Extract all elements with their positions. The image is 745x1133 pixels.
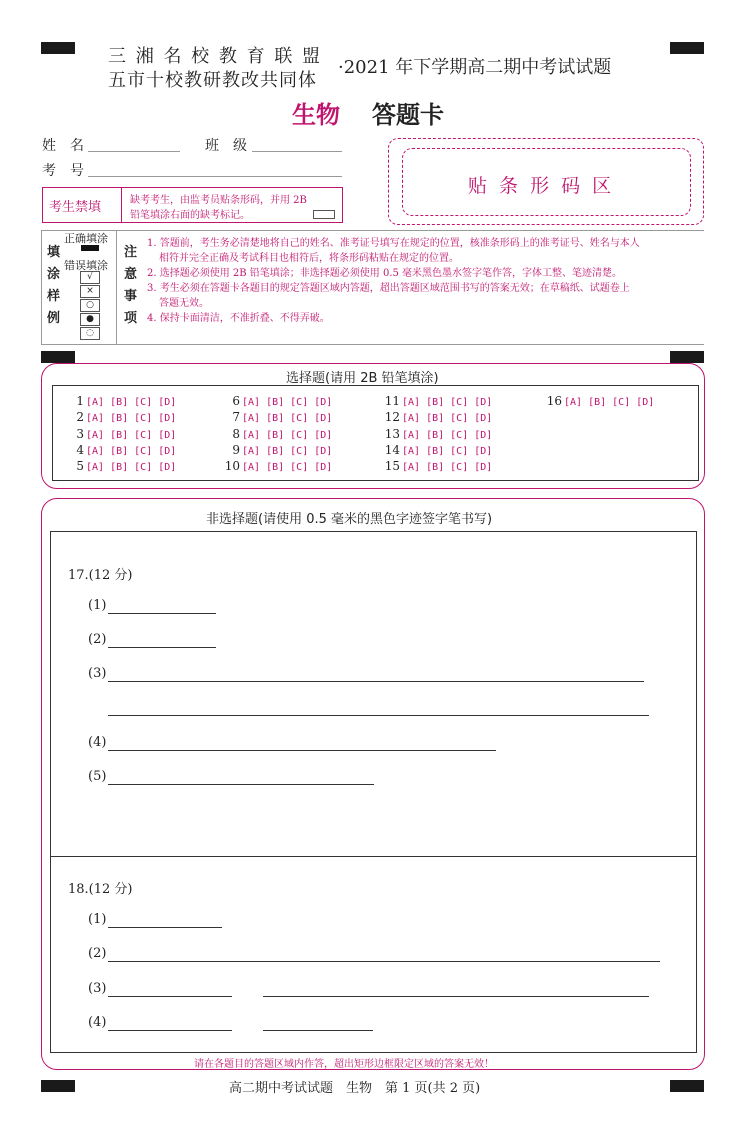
choice-options[interactable]: [A] [B] [C] [D]	[86, 445, 177, 457]
q18-answer-4b[interactable]	[263, 1030, 373, 1031]
absent-text-2: 铅笔填涂右面的缺考标记。	[130, 210, 250, 221]
choice-question-9[interactable]	[224, 443, 332, 457]
number-label: 考 号	[42, 163, 84, 179]
q17-sub2: (2)	[88, 632, 107, 647]
q18-answer-2[interactable]	[108, 961, 660, 962]
choice-question-number: 7	[232, 410, 240, 425]
choice-options[interactable]: [A] [B] [C] [D]	[86, 429, 177, 441]
choice-question-4[interactable]	[68, 443, 176, 457]
choice-options[interactable]: [A] [B] [C] [D]	[242, 429, 333, 441]
card-title: 答题卡	[372, 100, 444, 129]
warning-text: 请在各题目的答题区域内作答，超出矩形边框限定区域的答案无效！	[194, 1059, 494, 1070]
choice-question-number: 2	[76, 410, 84, 425]
answer-box	[50, 531, 697, 1053]
note-3: 3. 考生必须在答题卡各题目的规定答题区域内答题，超出答题区域范围书写的答案无效；在草稿纸、试题卷上	[147, 283, 630, 294]
choice-question-3[interactable]	[68, 427, 176, 441]
choice-options[interactable]: [A] [B] [C] [D]	[402, 413, 493, 425]
choice-options[interactable]: [A] [B] [C] [D]	[86, 397, 177, 408]
absent-box	[42, 187, 343, 223]
choice-options[interactable]: [A] [B] [C] [D]	[242, 413, 333, 425]
q17-sub1: (1)	[88, 598, 107, 613]
q18-answer-4a[interactable]	[108, 1030, 232, 1031]
position-mark-mid-right	[670, 351, 704, 363]
choice-question-15[interactable]	[384, 459, 492, 473]
choice-question-13[interactable]	[384, 427, 492, 441]
choice-options[interactable]: [A] [B] [C] [D]	[86, 462, 177, 474]
choice-question-number: 15	[384, 459, 400, 474]
absent-text-1: 缺考考生，由监考员贴条形码，并用 2B	[130, 195, 307, 206]
choice-options[interactable]: [A] [B] [C] [D]	[242, 445, 333, 457]
position-mark-top-right	[670, 42, 704, 54]
q18-sub4: (4)	[88, 1015, 107, 1030]
note-2: 2. 选择题必须使用 2B 铅笔填涂；非选择题必须使用 0.5 毫米黑色墨水签字笔作答，字体工整、笔迹清楚。	[147, 268, 623, 279]
choice-question-6[interactable]	[224, 394, 332, 408]
barcode-label: 贴 条 形 码 区	[468, 175, 615, 197]
choice-options[interactable]: [A] [B] [C] [D]	[86, 413, 177, 425]
q18-answer-1[interactable]	[108, 927, 222, 928]
note-4: 4. 保持卡面清洁，不准折叠、不得弄破。	[147, 313, 330, 324]
choice-question-10[interactable]	[224, 459, 332, 473]
q17-answer-5[interactable]	[108, 784, 374, 785]
q18-sub2: (2)	[88, 946, 107, 961]
notes-side-label: 注 意 事 项	[124, 245, 138, 326]
note-1b: 相符并完全正确及考试科目也相符后，将条形码粘贴在规定的位置。	[159, 253, 459, 264]
choice-options[interactable]: [A] [B] [C] [D]	[242, 462, 333, 474]
choice-question-number: 14	[384, 442, 400, 457]
q18-sub3: (3)	[88, 981, 107, 996]
footer-text: 高二期中考试试题 生物 第 1 页(共 2 页)	[229, 1081, 481, 1096]
choice-question-5[interactable]	[68, 459, 176, 473]
choice-question-1[interactable]	[68, 394, 176, 408]
q17-sub4: (4)	[88, 735, 107, 750]
choice-question-2[interactable]	[68, 410, 176, 424]
choice-options[interactable]: [A] [B] [C] [D]	[402, 397, 493, 408]
q18-answer-3b[interactable]	[263, 996, 649, 997]
q17-sub5: (5)	[88, 769, 107, 784]
choice-question-14[interactable]	[384, 443, 492, 457]
exam-title: ·2021 年下学期高二期中考试试题	[338, 57, 612, 78]
notes-list	[147, 236, 702, 326]
choice-question-11[interactable]	[384, 394, 492, 408]
correct-fill-label: 正确填涂	[64, 232, 108, 245]
absent-label: 考生禁填	[49, 200, 102, 215]
wrong-fill-marks: √ × ○ ● ◌	[80, 271, 100, 340]
class-label: 班 级	[205, 138, 247, 154]
q18-answer-3a[interactable]	[108, 996, 232, 997]
choice-question-7[interactable]	[224, 410, 332, 424]
choice-question-number: 11	[384, 394, 400, 408]
choice-options[interactable]: [A] [B] [C] [D]	[564, 397, 655, 408]
q17-sub3: (3)	[88, 666, 107, 681]
choice-question-number: 16	[546, 394, 562, 408]
choice-question-number: 10	[224, 459, 240, 474]
name-field[interactable]	[88, 151, 180, 152]
choice-question-number: 12	[384, 410, 400, 425]
choice-question-number: 5	[76, 459, 84, 474]
wrong-fill-label: 错误填涂	[64, 259, 108, 272]
q17-answer-3b[interactable]	[108, 715, 649, 716]
choice-question-number: 1	[76, 394, 84, 408]
position-mark-mid-left	[41, 351, 75, 363]
position-mark-bottom-left	[41, 1080, 75, 1092]
fill-example-side-label: 填 涂 样 例	[47, 245, 61, 326]
q17-answer-1[interactable]	[108, 613, 216, 614]
q17-label: 17.(12 分)	[68, 568, 133, 583]
choice-options[interactable]: [A] [B] [C] [D]	[402, 445, 493, 457]
choice-options[interactable]: [A] [B] [C] [D]	[242, 397, 333, 408]
q17-answer-3a[interactable]	[108, 681, 644, 682]
choice-options[interactable]: [A] [B] [C] [D]	[402, 429, 493, 441]
choice-question-number: 6	[232, 394, 240, 408]
choice-question-number: 13	[384, 426, 400, 441]
org-line-2: 五市十校教研教改共同体	[108, 70, 317, 91]
subject-title: 生物	[292, 100, 340, 129]
nonchoice-title: 非选择题(请使用 0.5 毫米的黑色字迹签字笔书写)	[206, 512, 493, 527]
note-1: 1. 答题前，考生务必清楚地将自己的姓名、准考证号填写在规定的位置，核准条形码上的准考证号、姓名与本人	[147, 238, 640, 249]
choice-title: 选择题(请用 2B 铅笔填涂)	[286, 371, 439, 386]
position-mark-top-left	[41, 42, 75, 54]
choice-question-number: 9	[232, 442, 240, 457]
q17-answer-2[interactable]	[108, 647, 216, 648]
q18-sub1: (1)	[88, 912, 107, 927]
number-field[interactable]	[88, 176, 342, 177]
choice-question-16[interactable]	[546, 394, 654, 408]
org-line-1: 三 湘 名 校 教 育 联 盟	[108, 46, 323, 67]
choice-question-number: 4	[76, 442, 84, 457]
position-mark-bottom-right	[670, 1080, 704, 1092]
choice-options[interactable]: [A] [B] [C] [D]	[402, 462, 493, 474]
choice-question-number: 3	[76, 426, 84, 441]
choice-question-12[interactable]	[384, 410, 492, 424]
name-label: 姓 名	[42, 138, 84, 154]
q18-label: 18.(12 分)	[68, 882, 133, 897]
absent-mark-box[interactable]	[313, 210, 335, 219]
choice-question-number: 8	[232, 426, 240, 441]
correct-fill-mark	[81, 245, 99, 251]
q17-answer-4[interactable]	[108, 750, 496, 751]
choice-question-8[interactable]	[224, 427, 332, 441]
class-field[interactable]	[252, 151, 342, 152]
note-3b: 答题无效。	[159, 298, 209, 309]
